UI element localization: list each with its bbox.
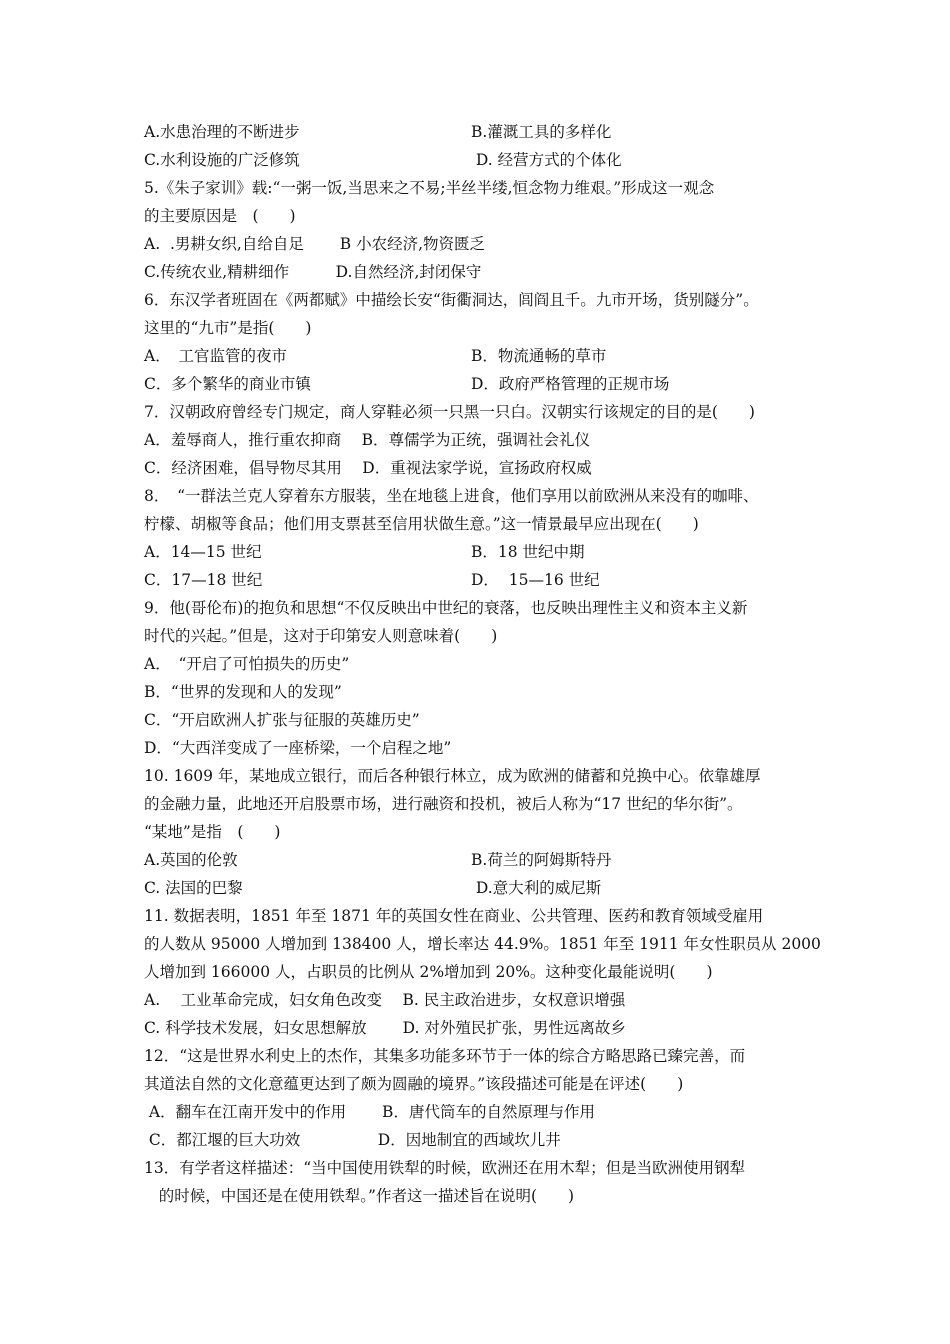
- question-10-stem: 10. 1609 年，某地成立银行，而后各种银行林立，成为欧洲的储蓄和兑换中心。依靠雄厚: [144, 767, 761, 785]
- question-11-stem: 11. 数据表明，1851 年至 1871 年的英国女性在商业、公共管理、医药和教育领域受雇用: [144, 907, 764, 925]
- question-10-option-c: C. 法国的巴黎: [144, 879, 243, 897]
- question-6-stem: 6．东汉学者班固在《两都赋》中描绘长安“街衢洞达，闾阎且千。九市开场，货别隧分”。: [144, 291, 759, 309]
- question-10-option-a: A.英国的伦敦: [144, 851, 238, 869]
- option-b-line: B.灌溉工具的多样化: [471, 123, 612, 141]
- question-9-stem-cont: 时代的兴起。”但是，这对于印第安人则意味着( ): [144, 627, 498, 645]
- question-6-option-a: A． 工官监管的夜市: [144, 347, 287, 365]
- question-9-option-c: C．“开启欧洲人扩张与征服的英雄历史”: [144, 711, 420, 729]
- question-10-stem-end: “某地”是指 ( ): [144, 823, 281, 841]
- question-8-option-b: B．18 世纪中期: [471, 543, 585, 561]
- question-9-option-d: D．“大西洋变成了一座桥梁，一个启程之地”: [144, 739, 452, 757]
- option-c-line: C.水利设施的广泛修筑: [144, 151, 300, 169]
- question-6-option-b: B．物流通畅的草市: [471, 347, 607, 365]
- question-7-options-cd: C．经济困难，倡导物尽其用 D．重视法家学说，宣扬政府权威: [144, 459, 592, 477]
- question-7-options-ab: A．羞辱商人，推行重农抑商 B．尊儒学为正统，强调社会礼仪: [144, 431, 591, 449]
- question-8-option-c: C．17—18 世纪: [144, 571, 263, 589]
- question-11-options-cd: C. 科学技术发展，妇女思想解放 D. 对外殖民扩张，男性远离故乡: [144, 1019, 626, 1037]
- question-11-stem-end: 人增加到 166000 人，占职员的比例从 2%增加到 20%。这种变化最能说明( ): [144, 963, 713, 981]
- question-6-stem-cont: 这里的“九市”是指( ): [144, 319, 312, 337]
- question-8-stem: 8． “一群法兰克人穿着东方服装，坐在地毯上进食，他们享用以前欧洲从来没有的咖啡、: [144, 487, 759, 505]
- question-10-option-b: B.荷兰的阿姆斯特丹: [471, 851, 612, 869]
- question-11-options-ab: A. 工业革命完成，妇女角色改变 B. 民主政治进步，女权意识增强: [144, 991, 626, 1009]
- question-7-stem: 7．汉朝政府曾经专门规定，商人穿鞋必须一只黑一只白。汉朝实行该规定的目的是( ): [144, 403, 755, 421]
- question-9-option-b: B．“世界的发现和人的发现”: [144, 683, 342, 701]
- question-11-stem-cont: 的人数从 95000 人增加到 138400 人，增长率达 44.9%。1851 年至 1911 年女性职员从 2000: [144, 935, 821, 953]
- question-6-option-d: D．政府严格管理的正规市场: [471, 375, 670, 393]
- question-12-options-cd: C．都江堰的巨大功效 D．因地制宜的西域坎儿井: [144, 1131, 561, 1149]
- option-d-line: D. 经营方式的个体化: [471, 151, 622, 169]
- question-5-stem: 5.《朱子家训》载:“一粥一饭,当思来之不易;半丝半缕,恒念物力维艰。”形成这一观念: [144, 179, 715, 197]
- question-13-stem: 13．有学者这样描述：“当中国使用铁犁的时候，欧洲还在用木犁；但是当欧洲使用钢犁: [144, 1159, 746, 1177]
- question-8-option-a: A．14—15 世纪: [144, 543, 262, 561]
- question-5-stem-cont: 的主要原因是 ( ): [144, 207, 296, 225]
- question-10-option-d: D.意大利的威尼斯: [471, 879, 602, 897]
- option-a-line: A.水患治理的不断进步: [144, 123, 300, 141]
- question-9-option-a: A． “开启了可怕损失的历史”: [144, 655, 350, 673]
- question-12-stem: 12．“这是世界水利史上的杰作，其集多功能多环节于一体的综合方略思路已臻完善，而: [144, 1047, 746, 1065]
- question-8-stem-cont: 柠檬、胡椒等食品；他们用支票甚至信用状做生意。”这一情景最早应出现在( ): [144, 515, 699, 533]
- question-9-stem: 9．他(哥伦布)的抱负和思想“不仅反映出中世纪的衰落，也反映出理性主义和资本主义新: [144, 599, 748, 617]
- question-8-option-d: D． 15—16 世纪: [471, 571, 600, 589]
- question-6-option-c: C．多个繁华的商业市镇: [144, 375, 311, 393]
- question-10-stem-cont: 的金融力量，此地还开启股票市场，进行融资和投机，被后人称为“17 世纪的华尔街”。: [144, 795, 743, 813]
- question-13-stem-cont: 的时候，中国还是在使用铁犁。”作者这一描述旨在说明( ): [144, 1187, 575, 1205]
- question-12-stem-cont: 其道法自然的文化意蕴更达到了颇为圆融的境界。”该段描述可能是在评述( ): [144, 1075, 684, 1093]
- question-5-options-ab: A. .男耕女织,自给自足 B 小农经济,物资匮乏: [144, 235, 486, 253]
- question-5-options-cd: C.传统农业,精耕细作 D.自然经济,封闭保守: [144, 263, 482, 281]
- question-12-options-ab: A．翻车在江南开发中的作用 B．唐代筒车的自然原理与作用: [144, 1103, 595, 1121]
